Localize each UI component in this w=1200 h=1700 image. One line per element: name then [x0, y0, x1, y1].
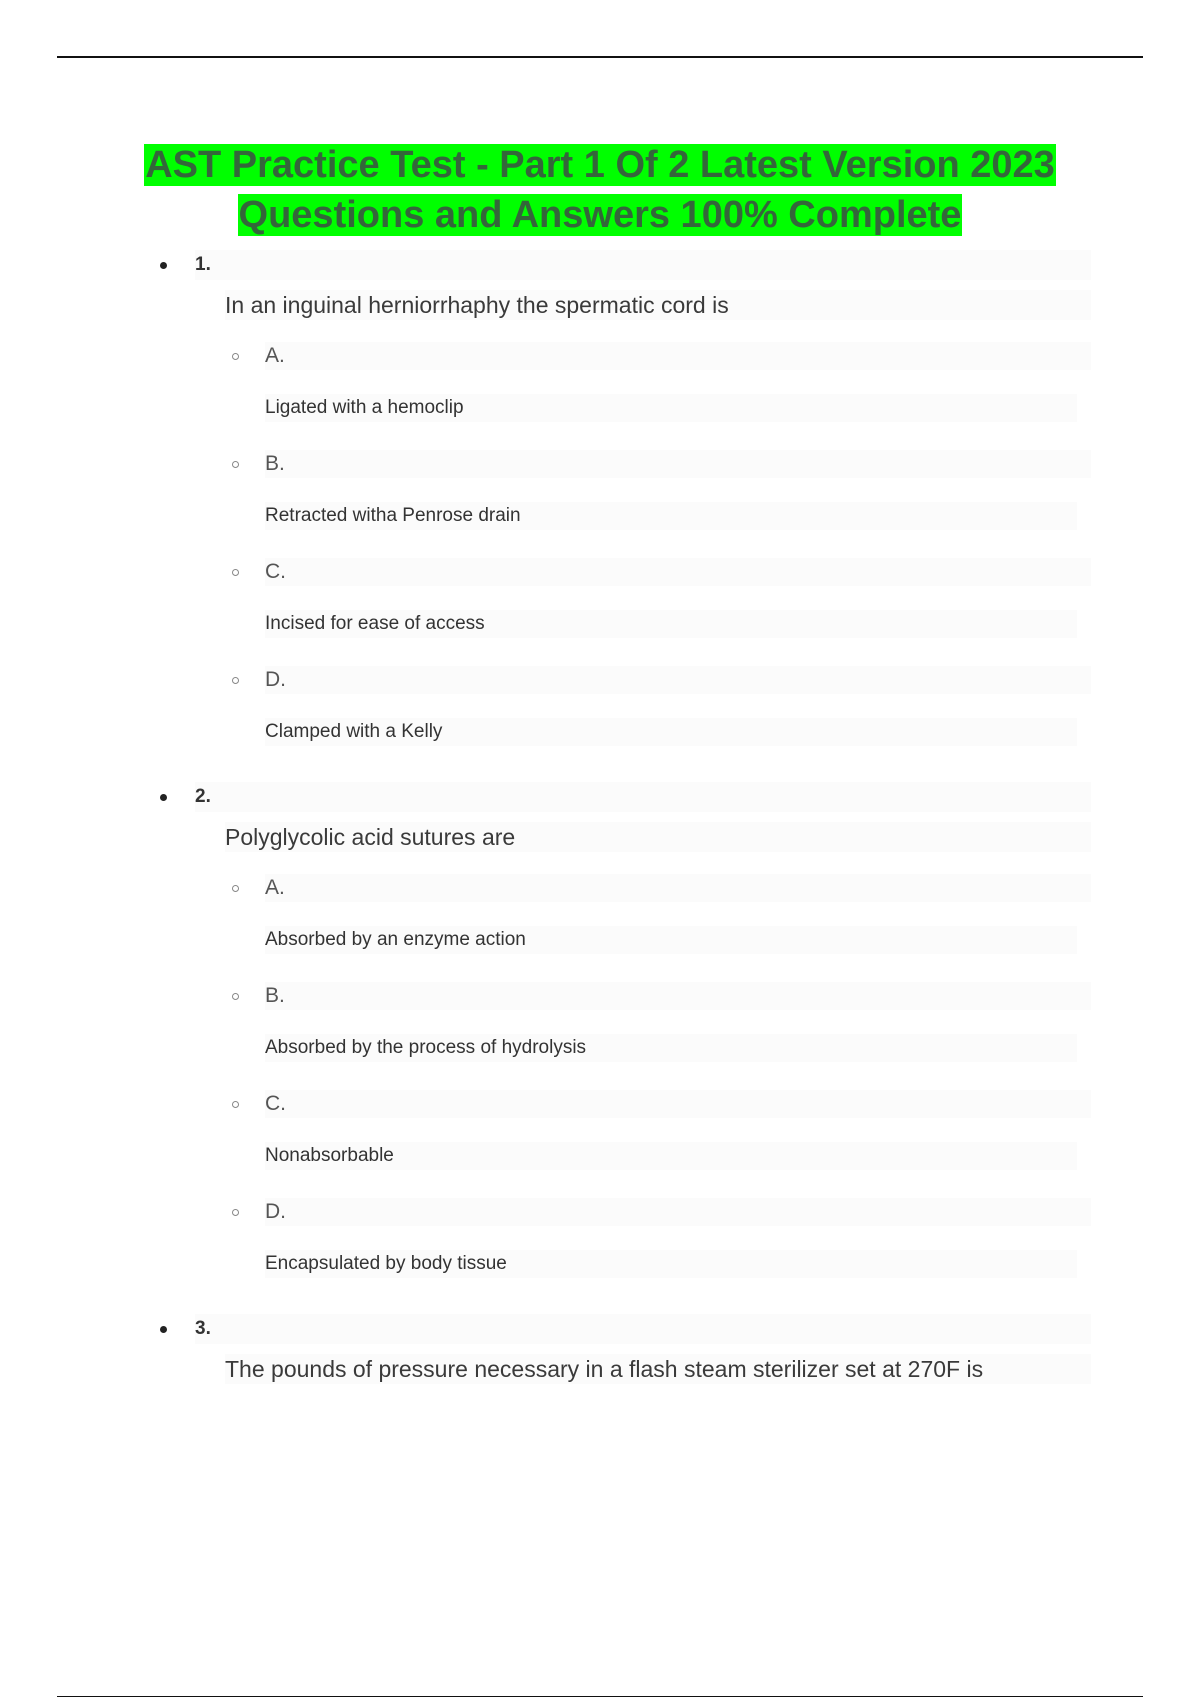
question-number: 3.: [195, 1318, 211, 1339]
circle-bullet-icon: [232, 1101, 239, 1108]
option-label: A.: [265, 874, 1091, 902]
option-item: [0, 1090, 1200, 1198]
bullet-icon: [160, 1326, 167, 1333]
option-item: [0, 1198, 1200, 1306]
title-line-1: AST Practice Test - Part 1 Of 2 Latest Version 2023: [145, 144, 1055, 186]
option-label: C.: [265, 558, 1091, 586]
option-item: [0, 558, 1200, 666]
option-item: [0, 982, 1200, 1090]
question-stem: Polyglycolic acid sutures are: [225, 822, 1091, 852]
footer-rule: [57, 1696, 1143, 1697]
circle-bullet-icon: [232, 1209, 239, 1216]
option-list: [0, 342, 1200, 774]
question-number: 1.: [195, 254, 211, 275]
option-item: [0, 874, 1200, 982]
option-item: [0, 342, 1200, 450]
question-stem: In an inguinal herniorrhaphy the spermatic cord is: [225, 290, 1091, 320]
header-rule: [57, 56, 1143, 58]
circle-bullet-icon: [232, 677, 239, 684]
page-title: [100, 140, 1100, 240]
circle-bullet-icon: [232, 353, 239, 360]
circle-bullet-icon: [232, 461, 239, 468]
question-number-row: [195, 782, 1091, 812]
option-item: [0, 666, 1200, 774]
question-number: 2.: [195, 786, 211, 807]
option-text: Absorbed by an enzyme action: [265, 926, 1077, 954]
question-item: [0, 782, 1200, 1306]
option-list: [0, 874, 1200, 1306]
option-label: D.: [265, 1198, 1091, 1226]
circle-bullet-icon: [232, 569, 239, 576]
option-text: Incised for ease of access: [265, 610, 1077, 638]
bullet-icon: [160, 262, 167, 269]
question-item: [0, 250, 1200, 774]
option-text: Clamped with a Kelly: [265, 718, 1077, 746]
option-item: [0, 450, 1200, 558]
question-item: [0, 1314, 1200, 1384]
question-number-row: [195, 250, 1091, 280]
option-text: Nonabsorbable: [265, 1142, 1077, 1170]
question-number-row: [195, 1314, 1091, 1344]
option-text: Encapsulated by body tissue: [265, 1250, 1077, 1278]
option-text: Absorbed by the process of hydrolysis: [265, 1034, 1077, 1062]
bullet-icon: [160, 794, 167, 801]
option-label: C.: [265, 1090, 1091, 1118]
option-label: B.: [265, 450, 1091, 478]
option-text: Retracted witha Penrose drain: [265, 502, 1077, 530]
question-list: [0, 250, 1200, 1384]
circle-bullet-icon: [232, 993, 239, 1000]
option-text: Ligated with a hemoclip: [265, 394, 1077, 422]
option-label: B.: [265, 982, 1091, 1010]
circle-bullet-icon: [232, 885, 239, 892]
question-stem: The pounds of pressure necessary in a flash steam sterilizer set at 270F is: [225, 1354, 1091, 1384]
title-line-2: Questions and Answers 100% Complete: [238, 194, 962, 236]
option-label: D.: [265, 666, 1091, 694]
option-label: A.: [265, 342, 1091, 370]
